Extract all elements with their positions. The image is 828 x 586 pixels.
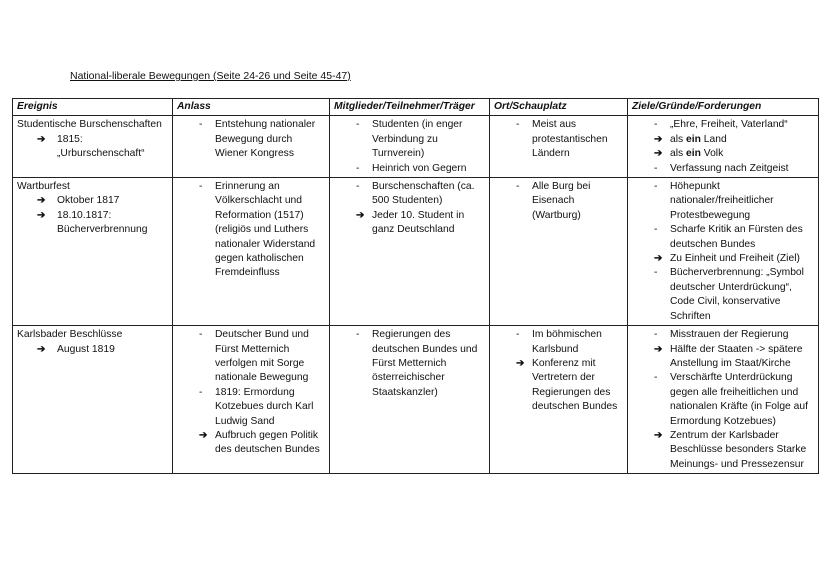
mitglieder-text: Burschenschaften (ca. 500 Studenten) [372, 181, 475, 207]
ort-item [512, 328, 623, 357]
dash-bullet-icon [654, 180, 657, 194]
dash-bullet-icon [199, 386, 202, 400]
ort-list [512, 328, 623, 414]
dash-bullet-icon [654, 266, 657, 280]
mitglieder-text: Heinrich von Gegern [372, 162, 467, 174]
ziele-text: Verfassung nach Zeitgeist [670, 162, 789, 174]
ort-list [512, 180, 623, 223]
event-title: Wartburfest [17, 181, 70, 193]
dash-bullet-icon [356, 118, 359, 132]
ziele-item [650, 266, 814, 324]
event-detail-list [17, 194, 168, 237]
cell-mitglieder [330, 178, 490, 326]
anlass-list [195, 118, 325, 161]
ziele-text: Höhepunkt nationaler/freiheitlicher Protestbewegung [670, 181, 774, 221]
ziele-text: Bücherverbrennung: „Symbol deutscher Unterdrückung“, Code Civil, konservative Schriften [670, 267, 804, 322]
event-detail-text: Oktober 1817 [57, 195, 120, 207]
ziele-text-emphasis: ein [686, 148, 701, 160]
cell-anlass [173, 178, 330, 326]
mitglieder-item [352, 209, 485, 238]
anlass-text: Deutscher Bund und Fürst Metternich verfolgen mit Sorge nationale Bewegung [215, 329, 309, 384]
cell-ort [490, 116, 628, 178]
arrow-right-icon [654, 147, 662, 161]
ziele-text: Verschärfte Unterdrückung gegen alle freiheitlichen und nationalen Kräfte (in Folge auf Ermordung Kotzebues) [670, 372, 808, 427]
ort-text: Alle Burg bei Eisenach (Wartburg) [532, 181, 591, 221]
header-anlass: Anlass [173, 99, 330, 116]
arrow-right-icon [37, 343, 45, 357]
cell-anlass [173, 326, 330, 474]
dash-bullet-icon [516, 328, 519, 342]
cell-ereignis [13, 326, 173, 474]
arrow-right-icon [356, 209, 364, 223]
ziele-item [650, 133, 814, 147]
cell-ort [490, 178, 628, 326]
page-title: National-liberale Bewegungen (Seite 24-26 und Seite 45-47) [70, 70, 351, 82]
mitglieder-item [352, 180, 485, 209]
ziele-text-post: Land [700, 133, 727, 145]
anlass-item [195, 180, 325, 281]
ziele-item [650, 147, 814, 161]
event-detail-item [17, 194, 168, 208]
header-ort: Ort/Schauplatz [490, 99, 628, 116]
anlass-item [195, 118, 325, 161]
arrow-right-icon [654, 343, 662, 357]
dash-bullet-icon [516, 180, 519, 194]
anlass-list [195, 180, 325, 281]
mitglieder-item [352, 328, 485, 400]
arrow-right-icon [199, 429, 207, 443]
mitglieder-item [352, 162, 485, 176]
header-row [13, 99, 819, 116]
anlass-text: Erinnerung an Völkerschlacht und Reformation (1517) (religiös und Luthers nationaler Widerstand gegen katholischen Fremdeinfluss [215, 181, 316, 279]
mitglieder-text: Studenten (in enger Verbindung zu Turnverein) [372, 119, 463, 160]
header-ziele: Ziele/Gründe/Forderungen [628, 99, 819, 116]
event-title: Studentische Burschenschaften [17, 119, 162, 131]
arrow-right-icon [37, 133, 45, 147]
ziele-list [650, 118, 814, 176]
dash-bullet-icon [356, 162, 359, 176]
dash-bullet-icon [654, 371, 657, 385]
bewegungen-table [12, 98, 819, 474]
event-detail-item [17, 133, 168, 162]
ziele-item [650, 223, 814, 252]
dash-bullet-icon [356, 180, 359, 194]
ort-item [512, 180, 623, 223]
mitglieder-list [352, 118, 485, 176]
anlass-text: Entstehung nationaler Bewegung durch Wiener Kongress [215, 119, 316, 160]
ziele-item [650, 180, 814, 223]
event-detail-item [17, 343, 168, 357]
arrow-right-icon [654, 252, 662, 266]
arrow-right-icon [654, 429, 662, 443]
arrow-right-icon [37, 194, 45, 208]
cell-anlass [173, 116, 330, 178]
event-detail-list [17, 133, 168, 162]
dash-bullet-icon [516, 118, 519, 132]
ziele-text: Hälfte der Staaten -> spätere Anstellung im Staat/Kirche [670, 343, 803, 369]
dash-bullet-icon [654, 118, 657, 132]
ziele-text-emphasis: ein [686, 133, 701, 145]
ort-text: Meist aus protestantischen Ländern [532, 119, 608, 160]
anlass-text: Aufbruch gegen Politik des deutschen Bundes [215, 429, 320, 456]
ort-item [512, 118, 623, 161]
table-row [13, 116, 819, 178]
mitglieder-text: Regierungen des deutschen Bundes und Fürst Metternich österreichischer Staatskanzler) [372, 329, 478, 398]
ziele-text-post: Volk [700, 148, 724, 160]
cell-mitglieder [330, 326, 490, 474]
ziele-item [650, 252, 814, 266]
dash-bullet-icon [199, 118, 202, 132]
dash-bullet-icon [654, 162, 657, 176]
cell-mitglieder [330, 116, 490, 178]
arrow-right-icon [37, 209, 45, 223]
cell-ziele [628, 326, 819, 474]
arrow-right-icon [516, 357, 524, 371]
table-row [13, 178, 819, 326]
anlass-item [195, 328, 325, 386]
ziele-text-pre: als [670, 133, 687, 145]
event-detail-text: 1815: „Urburschenschaft“ [57, 133, 145, 160]
cell-ereignis [13, 116, 173, 178]
ort-text: Im böhmischen Karlsbund [532, 329, 602, 355]
dash-bullet-icon [199, 180, 202, 194]
event-detail-item [17, 209, 168, 238]
mitglieder-item [352, 118, 485, 161]
ziele-item [650, 343, 814, 372]
ziele-list [650, 180, 814, 324]
mitglieder-list [352, 328, 485, 400]
header-mitglieder: Mitglieder/Teilnehmer/Träger [330, 99, 490, 116]
event-detail-text: August 1819 [57, 343, 115, 355]
ziele-item [650, 328, 814, 342]
cell-ziele [628, 178, 819, 326]
anlass-item [195, 429, 325, 458]
ziele-list [650, 328, 814, 472]
ziele-item [650, 371, 814, 429]
ziele-text: „Ehre, Freiheit, Vaterland“ [670, 119, 788, 131]
ziele-text-pre: als [670, 148, 687, 160]
table-row [13, 326, 819, 474]
cell-ziele [628, 116, 819, 178]
header-ereignis: Ereignis [13, 99, 173, 116]
arrow-right-icon [654, 133, 662, 147]
event-detail-text: 18.10.1817: Bücherverbrennung [57, 209, 148, 236]
dash-bullet-icon [654, 328, 657, 342]
event-detail-list [17, 343, 168, 357]
anlass-list [195, 328, 325, 458]
cell-ort [490, 326, 628, 474]
anlass-item [195, 386, 325, 429]
mitglieder-text: Jeder 10. Student in ganz Deutschland [372, 209, 465, 236]
ziele-text: Misstrauen der Regierung [670, 329, 789, 341]
ziele-item [650, 118, 814, 132]
dash-bullet-icon [654, 223, 657, 237]
ort-text: Konferenz mit Vertretern der Regierungen des deutschen Bundes [532, 357, 618, 413]
ziele-text: Zu Einheit und Freiheit (Ziel) [670, 253, 800, 265]
ort-list [512, 118, 623, 161]
cell-ereignis [13, 178, 173, 326]
event-title: Karlsbader Beschlüsse [17, 329, 123, 341]
ziele-text: Zentrum der Karlsbader Beschlüsse besonders Starke Meinungs- und Pressezensur [670, 429, 807, 470]
ziele-item [650, 429, 814, 472]
dash-bullet-icon [356, 328, 359, 342]
table-body [13, 116, 819, 474]
mitglieder-list [352, 180, 485, 238]
ziele-item [650, 162, 814, 176]
ort-item [512, 357, 623, 415]
anlass-text: 1819: Ermordung Kotzebues durch Karl Ludwig Sand [215, 386, 314, 427]
dash-bullet-icon [199, 328, 202, 342]
ziele-text: Scharfe Kritik an Fürsten des deutschen Bundes [670, 224, 803, 250]
